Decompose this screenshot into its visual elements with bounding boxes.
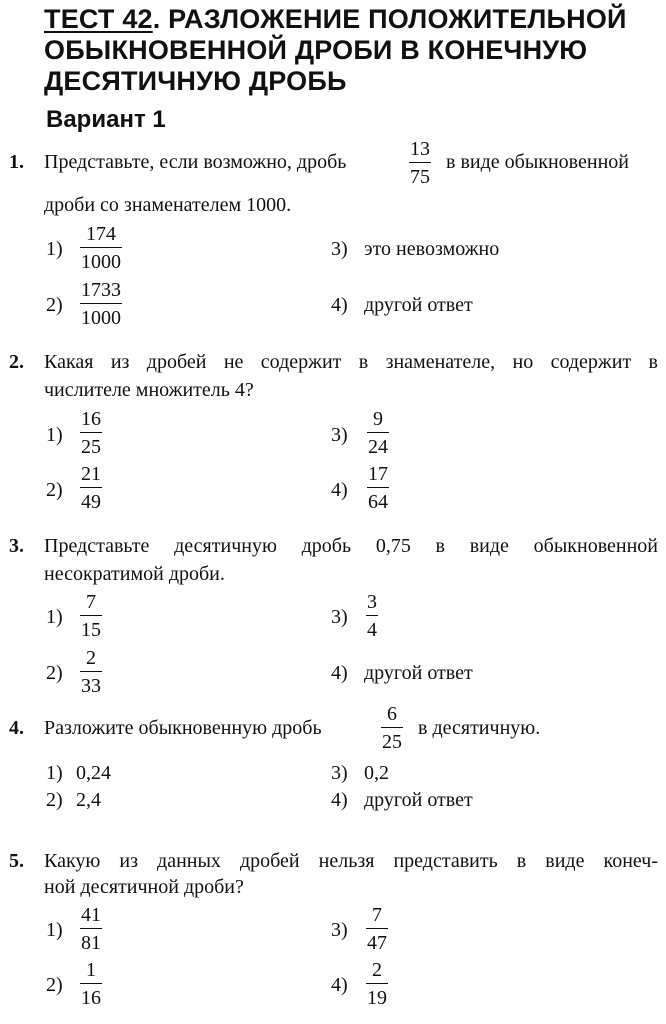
fraction-numerator: 16	[81, 408, 101, 430]
option-label: 2)	[46, 294, 63, 316]
option-text: другой ответ	[364, 789, 473, 811]
question-3-text-line-2: несократимой дроби.	[44, 563, 225, 585]
option-label: 2)	[46, 479, 63, 501]
title-line-3: ДЕСЯТИЧНУЮ ДРОБЬ	[44, 66, 347, 96]
title-line-2: ОБЫКНОВЕННОЙ ДРОБИ В КОНЕЧНУЮ	[44, 35, 588, 65]
option-fraction	[80, 223, 122, 273]
fraction-denominator: 15	[80, 615, 102, 641]
fraction-numerator: 174	[86, 223, 116, 245]
question-1-text-after: в виде обыкновенной	[446, 151, 629, 173]
option-text: другой ответ	[364, 662, 473, 684]
option-label: 4)	[331, 789, 348, 811]
option-fraction	[80, 959, 102, 1009]
option-text: 2,4	[76, 789, 101, 811]
question-4-number: 4.	[9, 717, 24, 739]
fraction-numerator: 2	[86, 647, 96, 669]
fraction-numerator: 1	[86, 959, 96, 981]
option-fraction	[80, 591, 102, 641]
option-label: 1)	[46, 919, 63, 941]
title-line-1-rest: . РАЗЛОЖЕНИЕ ПОЛОЖИТЕЛЬНОЙ	[152, 4, 627, 34]
question-4-text-before: Разложите обыкновенную дробь	[44, 717, 322, 739]
fraction-numerator: 6	[387, 703, 397, 725]
question-5-number: 5.	[9, 850, 24, 872]
test-number: ТЕСТ 42	[44, 4, 153, 34]
option-fraction	[80, 279, 122, 329]
fraction-numerator: 7	[86, 591, 96, 613]
option-fraction	[366, 591, 378, 641]
fraction-denominator: 24	[367, 432, 389, 458]
option-label: 2)	[46, 974, 63, 996]
fraction-denominator: 81	[80, 928, 102, 954]
question-1-text-before: Представьте, если возможно, дробь	[44, 151, 347, 173]
fraction-numerator: 1733	[81, 279, 121, 301]
fraction-denominator: 64	[367, 487, 389, 513]
fraction-denominator: 25	[80, 432, 102, 458]
fraction-numerator: 17	[368, 463, 388, 485]
fraction-denominator: 75	[409, 162, 431, 188]
fraction-denominator: 19	[366, 983, 388, 1009]
question-3-text-line-1: Представьте десятичную дробь 0,75 в виде обыкновенной	[44, 535, 658, 557]
option-text: это невозможно	[364, 238, 500, 260]
option-label: 3)	[331, 919, 348, 941]
option-label: 3)	[331, 424, 348, 446]
fraction-numerator: 2	[372, 959, 382, 981]
fraction-numerator: 9	[373, 408, 383, 430]
option-label: 2)	[46, 662, 63, 684]
question-4-text-after: в десятичную.	[418, 717, 541, 739]
question-2-number: 2.	[9, 351, 24, 373]
fraction-numerator: 13	[410, 138, 430, 160]
question-5-text-line-1: Какую из данных дробей нельзя представить в виде конеч-	[44, 850, 658, 872]
option-fraction	[366, 959, 388, 1009]
option-fraction	[80, 904, 102, 954]
option-label: 3)	[331, 762, 348, 784]
fraction-denominator: 47	[366, 928, 388, 954]
option-label: 1)	[46, 606, 63, 628]
fraction-denominator: 16	[80, 983, 102, 1009]
question-1-number: 1.	[9, 151, 24, 173]
fraction-denominator: 49	[80, 487, 102, 513]
option-label: 2)	[46, 789, 63, 811]
question-5-text-line-2: ной десятичной дроби?	[44, 876, 244, 898]
option-fraction	[80, 647, 102, 697]
option-label: 4)	[331, 294, 348, 316]
fraction-numerator: 41	[81, 904, 101, 926]
option-label: 4)	[331, 479, 348, 501]
option-label: 3)	[331, 606, 348, 628]
option-label: 1)	[46, 238, 63, 260]
fraction-denominator: 33	[80, 671, 102, 697]
option-text: 0,2	[364, 762, 389, 784]
fraction-numerator: 21	[81, 463, 101, 485]
title-line-1	[44, 4, 664, 35]
question-3-number: 3.	[9, 535, 24, 557]
option-fraction	[367, 463, 389, 513]
option-fraction	[367, 408, 389, 458]
fraction-numerator: 3	[367, 591, 377, 613]
variant-heading: Вариант 1	[46, 106, 166, 133]
option-label: 4)	[331, 662, 348, 684]
fraction-denominator: 4	[366, 615, 378, 641]
question-1-text-line-2: дроби со знаменателем 1000.	[44, 194, 292, 216]
option-label: 4)	[331, 974, 348, 996]
fraction-numerator: 7	[372, 904, 382, 926]
option-fraction	[366, 904, 388, 954]
question-2-text-line-2: числителе множитель 4?	[44, 379, 254, 401]
option-fraction	[80, 463, 102, 513]
option-label: 1)	[46, 762, 63, 784]
option-text: другой ответ	[364, 294, 473, 316]
fraction-denominator: 1000	[80, 247, 122, 273]
question-4-fraction	[381, 703, 403, 753]
fraction-denominator: 25	[381, 727, 403, 753]
fraction-denominator: 1000	[80, 303, 122, 329]
question-2-text-line-1: Какая из дробей не содержит в знаменателе, но содержит в	[44, 351, 658, 373]
option-fraction	[80, 408, 102, 458]
option-label: 3)	[331, 238, 348, 260]
question-1-fraction	[409, 138, 431, 188]
option-text: 0,24	[76, 762, 111, 784]
page-title	[44, 4, 664, 97]
option-label: 1)	[46, 424, 63, 446]
